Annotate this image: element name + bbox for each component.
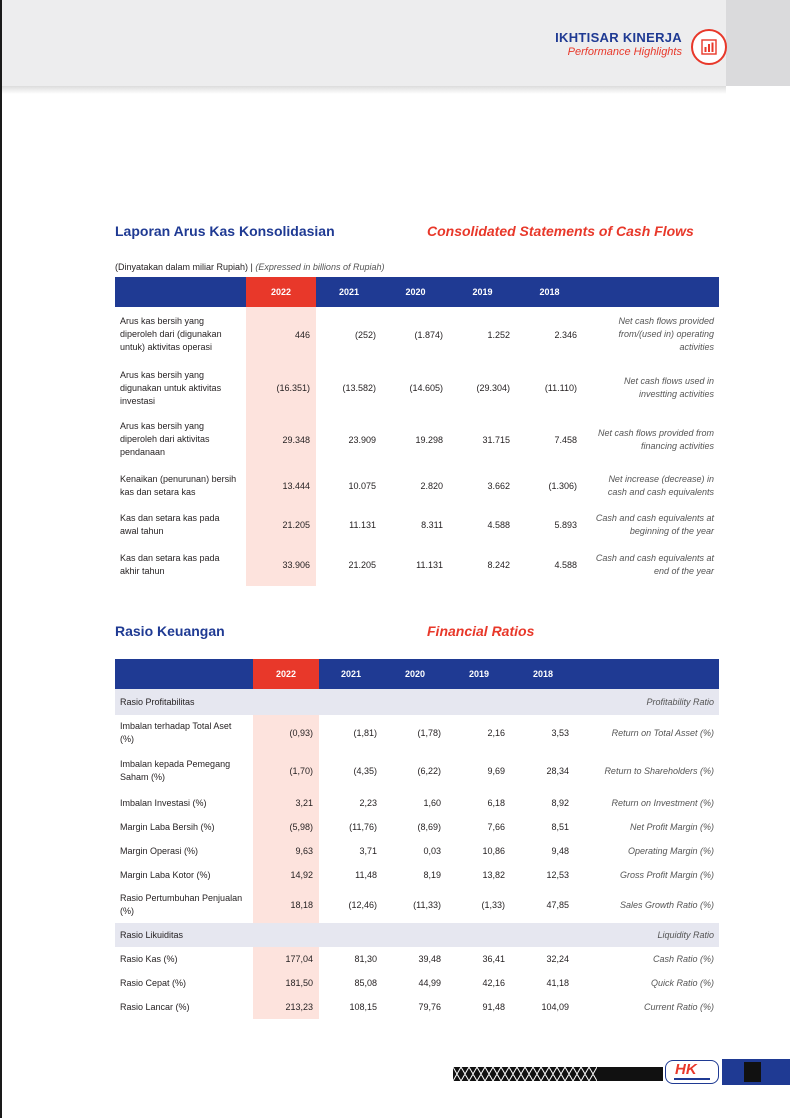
value-cell: (1,78) (417, 728, 441, 738)
value-cell: (8,69) (417, 822, 441, 832)
currency-note-id: (Dinyatakan dalam miliar Rupiah) | (115, 262, 256, 272)
year-header: 2020 (382, 277, 449, 307)
row-label-en: Net increase (decrease) in cash and cash equivalents (607, 473, 714, 497)
value-cell: (5,98) (253, 815, 319, 839)
currency-note-en: (Expressed in billions of Rupiah) (255, 262, 385, 272)
footer-bar (597, 1067, 663, 1081)
cashflow-header-row (115, 277, 719, 307)
row-label-en: Return on Investment (%) (611, 797, 714, 808)
row-label-en: Net cash flows provided from financing activities (597, 427, 714, 451)
table-row (115, 465, 719, 506)
footer-pattern (453, 1067, 597, 1081)
year-header: 2021 (316, 277, 382, 307)
value-cell: 2,23 (359, 798, 377, 808)
value-cell: 42,16 (482, 978, 505, 988)
value-cell: (252) (354, 329, 376, 340)
group-spacer (319, 923, 575, 947)
value-cell: 29.348 (246, 414, 316, 465)
row-label-en: Sales Growth Ratio (%) (619, 899, 714, 910)
header-blank (583, 277, 719, 307)
logo-text: HK (675, 1061, 697, 1078)
value-cell: 104,09 (541, 1002, 569, 1012)
value-cell: 41,18 (546, 978, 569, 988)
row-label-id: Imbalan terhadap Total Aset (%) (120, 721, 232, 744)
value-cell: 19.298 (415, 434, 443, 445)
value-cell: 446 (246, 307, 316, 362)
row-label-id: Rasio Pertumbuhan Penjualan (%) (120, 893, 243, 916)
value-cell: 11.131 (349, 520, 376, 530)
document-chart-icon (691, 29, 727, 65)
value-cell: 2,16 (487, 728, 505, 738)
row-label-en: Cash Ratio (%) (652, 953, 714, 964)
group-label-id: Rasio Profitabilitas (115, 689, 319, 715)
value-cell: (1,70) (253, 751, 319, 791)
table-row (115, 414, 719, 465)
header-blank (575, 659, 719, 689)
value-cell: 8,19 (423, 870, 441, 880)
value-cell: 12,53 (546, 870, 569, 880)
row-label-id: Margin Operasi (%) (120, 845, 199, 856)
value-cell: (1.306) (548, 480, 577, 491)
value-cell: (29.304) (476, 383, 510, 393)
value-cell: 3,21 (253, 791, 319, 815)
row-label-en: Net Profit Margin (%) (629, 821, 714, 832)
group-label-id: Rasio Likuiditas (115, 923, 319, 947)
value-cell: (13.582) (342, 383, 376, 393)
value-cell: 13,82 (482, 870, 505, 880)
year-header: 2022 (246, 277, 316, 307)
row-label-en: Net cash flows provided from/(used in) operating activities (618, 316, 714, 352)
ratios-header-row (115, 659, 719, 689)
value-cell: 44,99 (418, 978, 441, 988)
value-cell: 18,18 (253, 887, 319, 923)
value-cell: (12,46) (348, 900, 377, 910)
value-cell: 47,85 (546, 900, 569, 910)
left-page-rule (0, 0, 2, 1118)
section-header-subtitle: Performance Highlights (567, 46, 682, 58)
value-cell: (4,35) (353, 766, 377, 776)
row-label-id: Margin Laba Bersih (%) (120, 821, 215, 832)
value-cell: 9,48 (551, 846, 569, 856)
value-cell: (11,33) (413, 900, 441, 910)
year-header: 2018 (516, 277, 583, 307)
table-row (115, 887, 719, 923)
header-blank (115, 277, 246, 307)
value-cell: 31.715 (482, 434, 510, 445)
value-cell: 8,51 (551, 822, 569, 832)
value-cell: 5.893 (554, 520, 577, 530)
value-cell: (1.874) (414, 329, 443, 340)
value-cell: (11.110) (544, 383, 577, 393)
row-label-id: Margin Laba Kotor (%) (120, 869, 211, 880)
row-label-id: Kas dan setara kas pada awal tahun (120, 513, 220, 536)
value-cell: (14.605) (409, 383, 443, 393)
row-label-en: Return to Shareholders (%) (604, 765, 714, 776)
header-blank (115, 659, 253, 689)
table-row (115, 544, 719, 586)
year-header: 2022 (253, 659, 319, 689)
value-cell: 28,34 (546, 766, 569, 776)
value-cell: 9,69 (487, 766, 505, 776)
group-spacer (319, 689, 575, 715)
header-shadow (2, 86, 726, 94)
group-row (115, 689, 719, 715)
value-cell: (6,22) (417, 766, 441, 776)
logo-underline (674, 1078, 710, 1080)
value-cell: (1,33) (481, 900, 505, 910)
table-row (115, 715, 719, 751)
value-cell: 81,30 (354, 954, 377, 964)
row-label-id: Arus kas bersih yang diperoleh dari (digunakan untuk) aktivitas operasi (120, 316, 222, 352)
value-cell: 4.588 (487, 520, 510, 530)
value-cell: (1,81) (353, 728, 377, 738)
currency-note (115, 262, 384, 272)
value-cell: 177,04 (253, 947, 319, 971)
value-cell: 108,15 (349, 1002, 377, 1012)
year-header: 2019 (449, 277, 516, 307)
value-cell: (11,76) (349, 822, 377, 832)
table-row (115, 815, 719, 839)
row-label-id: Arus kas bersih yang digunakan untuk aktivitas investasi (120, 369, 222, 406)
value-cell: 2.346 (554, 329, 577, 340)
value-cell: 3,71 (359, 846, 377, 856)
table-row (115, 791, 719, 815)
row-label-id: Rasio Lancar (%) (120, 1001, 190, 1012)
footer-square (744, 1062, 761, 1082)
value-cell: 8,92 (551, 798, 569, 808)
row-label-id: Kenaikan (penurunan) bersih kas dan setara kas (120, 473, 237, 497)
value-cell: 9,63 (253, 839, 319, 863)
row-label-en: Current Ratio (%) (643, 1001, 714, 1012)
table-row (115, 506, 719, 544)
value-cell: (16.351) (246, 362, 316, 414)
ratios-table (115, 659, 719, 1019)
value-cell: 33.906 (246, 544, 316, 586)
value-cell: 7.458 (554, 434, 577, 445)
year-header: 2018 (511, 659, 575, 689)
row-label-id: Imbalan Investasi (%) (120, 797, 207, 808)
value-cell: 0,03 (423, 846, 441, 856)
table-row (115, 839, 719, 863)
row-label-id: Arus kas bersih yang diperoleh dari aktivitas pendanaan (120, 421, 210, 457)
row-label-id: Rasio Cepat (%) (120, 977, 187, 988)
section-header-title: IKHTISAR KINERJA (555, 30, 682, 45)
value-cell: 21.205 (246, 506, 316, 544)
value-cell: 10,86 (482, 846, 505, 856)
header-corner (726, 0, 790, 86)
value-cell: (0,93) (253, 715, 319, 751)
value-cell: 6,18 (487, 798, 505, 808)
value-cell: 181,50 (253, 971, 319, 995)
row-label-id: Rasio Kas (%) (120, 953, 178, 964)
group-row (115, 923, 719, 947)
ratios-title-en: Financial Ratios (427, 623, 535, 639)
value-cell: 8.242 (487, 560, 510, 570)
value-cell: 23.909 (348, 434, 376, 445)
value-cell: 39,48 (418, 954, 441, 964)
value-cell: 36,41 (482, 954, 505, 964)
value-cell: 79,76 (418, 1002, 441, 1012)
value-cell: 10.075 (348, 480, 376, 491)
value-cell: 213,23 (253, 995, 319, 1019)
value-cell: 14,92 (253, 863, 319, 887)
value-cell: 4.588 (554, 560, 577, 570)
value-cell: 11,48 (355, 870, 377, 880)
value-cell: 8.311 (421, 520, 443, 530)
value-cell: 13.444 (246, 465, 316, 506)
value-cell: 3,53 (551, 728, 569, 738)
year-header: 2021 (319, 659, 383, 689)
value-cell: 2.820 (420, 480, 443, 491)
cashflow-table (115, 277, 719, 586)
row-label-en: Operating Margin (%) (627, 845, 714, 856)
row-label-en: Net cash flows used in investting activities (623, 376, 714, 399)
row-label-en: Cash and cash equivalents at end of the year (595, 553, 714, 576)
year-header: 2019 (447, 659, 511, 689)
table-row (115, 307, 719, 362)
row-label-id: Imbalan kepada Pemegang Saham (%) (120, 759, 231, 782)
table-row (115, 995, 719, 1019)
row-label-en: Return on Total Asset (%) (611, 727, 714, 738)
group-label-en: Profitability Ratio (575, 689, 719, 715)
row-label-en: Cash and cash equivalents at beginning of the year (595, 513, 714, 536)
hutama-karya-logo (665, 1060, 719, 1084)
value-cell: 3.662 (487, 480, 510, 491)
table-row (115, 947, 719, 971)
value-cell: 1.252 (487, 329, 510, 340)
value-cell: 21.205 (348, 560, 376, 570)
cashflow-title-id: Laporan Arus Kas Konsolidasian (115, 223, 335, 239)
table-row (115, 971, 719, 995)
value-cell: 32,24 (546, 954, 569, 964)
group-label-en: Liquidity Ratio (575, 923, 719, 947)
ratios-title-id: Rasio Keuangan (115, 623, 225, 639)
value-cell: 11.131 (416, 560, 443, 570)
table-row (115, 751, 719, 791)
value-cell: 91,48 (482, 1002, 505, 1012)
cashflow-title-en: Consolidated Statements of Cash Flows (427, 223, 694, 239)
table-row (115, 863, 719, 887)
row-label-id: Kas dan setara kas pada akhir tahun (120, 553, 220, 576)
value-cell: 85,08 (354, 978, 377, 988)
table-row (115, 362, 719, 414)
year-header: 2020 (383, 659, 447, 689)
value-cell: 7,66 (487, 822, 505, 832)
row-label-en: Quick Ratio (%) (650, 977, 714, 988)
row-label-en: Gross Profit Margin (%) (619, 869, 714, 880)
value-cell: 1,60 (423, 798, 441, 808)
